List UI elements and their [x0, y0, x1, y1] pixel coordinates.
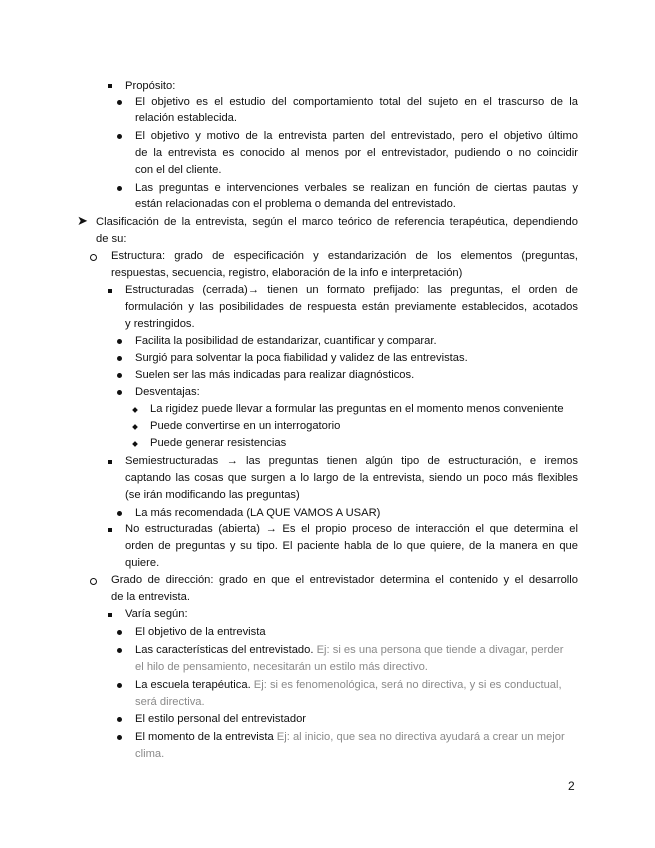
list-item-text: La rigidez puede llevar a formular las preguntas en el momento menos conveniente: [150, 403, 564, 415]
list-item-semiestructuradas: Semiestructuradas → las preguntas tienen algún tipo de estructuración, e iremos: [125, 455, 578, 467]
subsection-estructura: Estructura: grado de especificación y estandarización de los elementos (preguntas,: [111, 250, 578, 262]
list-item-text: El objetivo y motivo de la entrevista parten del entrevistado, pero el objetivo último: [135, 130, 578, 142]
list-item-text: quiere.: [125, 557, 160, 569]
section-heading-text: de su:: [96, 233, 127, 245]
round-bullet-icon: [117, 373, 122, 378]
list-item-no-estructuradas: No estructuradas (abierta) → Es el propio proceso de interacción el que determina el: [125, 523, 578, 535]
round-bullet-icon: [117, 100, 122, 105]
list-item-text: Puede generar resistencias: [150, 437, 287, 449]
square-bullet-icon: [108, 528, 112, 532]
example-text: Ej: al inicio, que sea no directiva ayudará a crear un mejor: [273, 731, 565, 743]
list-item-text: Las preguntas e intervenciones verbales se realizan en función de ciertas pautas y: [135, 182, 578, 194]
diamond-bullet-icon: [132, 424, 138, 430]
round-bullet-icon: [117, 186, 122, 191]
round-bullet-icon: [117, 356, 122, 361]
hollow-circle-bullet-icon: [90, 578, 97, 585]
square-bullet-icon: [108, 84, 112, 88]
list-item-text: El estilo personal del entrevistador: [135, 713, 307, 725]
example-text: clima.: [135, 748, 165, 760]
subsection-text: de la entrevista.: [111, 591, 190, 603]
list-item-text: Facilita la posibilidad de estandarizar, cuantificar y comparar.: [135, 335, 437, 347]
list-item-varia-segun: Varía según:: [125, 608, 188, 620]
heading-proposito: Propósito:: [125, 80, 176, 92]
diamond-bullet-icon: [132, 407, 138, 413]
list-item-text: Surgió para solventar la poca fiabilidad y validez de las entrevistas.: [135, 352, 468, 364]
round-bullet-icon: [117, 339, 122, 344]
list-item-text: El objetivo de la entrevista: [135, 626, 266, 638]
list-item-text: están relacionadas con el problema o demanda del entrevistado.: [135, 198, 456, 210]
round-bullet-icon: [117, 683, 122, 688]
round-bullet-icon: [117, 390, 122, 395]
example-text: Ej: si es una persona que tiende a divagar, perder: [313, 644, 564, 656]
list-item-text: y restringidos.: [125, 318, 195, 330]
example-text: será directiva.: [135, 696, 205, 708]
page-number: 2: [568, 779, 575, 793]
list-item-text: orden de preguntas y su tipo. El paciente habla de lo que quiere, de la manera en que: [125, 540, 578, 552]
hollow-circle-bullet-icon: [90, 254, 97, 261]
list-item-text: Puede convertirse en un interrogatorio: [150, 420, 341, 432]
list-item-text: Suelen ser las más indicadas para realizar diagnósticos.: [135, 369, 415, 381]
list-item-text: La más recomendada (LA QUE VAMOS A USAR): [135, 507, 381, 519]
example-text: el hilo de pensamiento, necesitarán un estilo más directivo.: [135, 661, 428, 673]
list-item-text: [135, 642, 564, 658]
list-item-text: (se irán modificando las preguntas): [125, 489, 300, 501]
list-item-bold-text: Las características del entrevistado.: [135, 644, 314, 656]
list-item-text: con el del cliente.: [135, 164, 222, 176]
square-bullet-icon: [108, 613, 112, 617]
diamond-bullet-icon: [132, 441, 138, 447]
arrowhead-bullet-icon: ➤: [77, 213, 88, 228]
section-heading-clasificacion: Clasificación de la entrevista, según el marco teórico de referencia terapéutica, dependiendo: [96, 216, 578, 228]
round-bullet-icon: [117, 630, 122, 635]
list-item-text: [135, 729, 565, 745]
round-bullet-icon: [117, 648, 122, 653]
list-item-text: formulación y las posibilidades de respuesta están previamente establecidos, acotados: [125, 301, 578, 313]
list-item-text: [135, 677, 562, 693]
list-item-text: El objetivo es el estudio del comportamiento total del sujeto en el trascurso de la: [135, 96, 578, 108]
subsection-text: respuestas, secuencia, registro, elaboración de la info e interpretación): [111, 267, 463, 279]
list-item-text: captando las cosas que surgen a lo largo de la entrevista, siendo un poco más flexibles: [125, 472, 578, 484]
square-bullet-icon: [108, 460, 112, 464]
subsection-grado-direccion: Grado de dirección: grado en que el entrevistador determina el contenido y el desarrollo: [111, 574, 578, 586]
example-text: Ej: si es fenomenológica, será no directiva, y si es conductual,: [250, 679, 562, 691]
list-item-bold-text: La escuela terapéutica.: [135, 679, 251, 691]
list-item-bold-text: El momento de la entrevista: [135, 731, 274, 743]
round-bullet-icon: [117, 717, 122, 722]
square-bullet-icon: [108, 289, 112, 293]
round-bullet-icon: [117, 134, 122, 139]
list-item-text: de la entrevista es conocido al menos por el entrevistador, pudiendo o no coincidir: [135, 147, 578, 159]
list-item-estructuradas: Estructuradas (cerrada)→ tienen un formato prefijado: las preguntas, el orden de: [125, 284, 578, 296]
list-item-text: relación establecida.: [135, 112, 237, 124]
round-bullet-icon: [117, 511, 122, 516]
list-item-desventajas: Desventajas:: [135, 386, 200, 398]
round-bullet-icon: [117, 735, 122, 740]
